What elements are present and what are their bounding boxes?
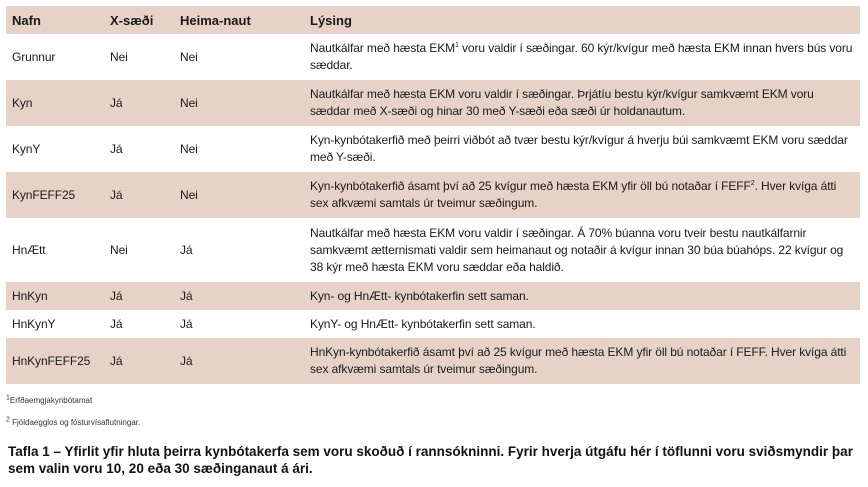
cell-description: KynY- og HnÆtt- kynbótakerfin sett saman. (304, 310, 860, 338)
table-row (6, 218, 860, 282)
cell-x-saedi: Já (104, 310, 174, 338)
cell-heima-naut: Nei (174, 34, 304, 80)
table-caption: Tafla 1 – Yfirlit yfir hluta þeirra kynbótakerfa sem voru skoðuð í rannsókninni. Fyrir hverja útgáfu hér í töflunni voru sviðsmyndir þar sem valin voru 10, 20 eða 30 sæðinganaut á ári. (8, 444, 853, 476)
cell-description: Nautkálfar með hæsta EKM voru valdir í sæðingar. Þrjátíu bestu kýr/kvígur samkvæmt EKM voru sæddar með X-sæði og hinar 30 með Y-sæði eða sæði úr holdanautum. (304, 80, 860, 126)
description-text: voru valdir í sæðingar. 60 kýr/kvígur með hæsta EKM innan hvers bús voru sæddar. (310, 41, 853, 72)
footnote-mark-1: 1 (6, 394, 10, 402)
cell-heima-naut: Já (174, 310, 304, 338)
cell-heima-naut: Nei (174, 80, 304, 126)
cell-name: HnKyn (6, 282, 104, 310)
footnote-text: Fjöldaegglos og fósturvísaflutningar. (9, 418, 141, 427)
cell-x-saedi: Já (104, 80, 174, 126)
cell-x-saedi: Já (104, 126, 174, 172)
footnote-ref-1: 1 (455, 42, 459, 49)
cell-description (304, 34, 860, 80)
cell-x-saedi: Já (104, 338, 174, 384)
cell-name: KynFEFF25 (6, 172, 104, 218)
cell-description: HnKyn-kynbótakerfið ásamt því að 25 kvígur með hæsta EKM yfir öll bú notaðar í FEFF. Hver kvíga átti sex afkvæmi samtals úr tveimur sæðingum. (304, 338, 860, 384)
cell-description: Kyn- og HnÆtt- kynbótakerfin sett saman. (304, 282, 860, 310)
cell-heima-naut: Nei (174, 172, 304, 218)
table-row (6, 282, 860, 310)
footnote-2 (6, 418, 140, 427)
cell-name: Kyn (6, 80, 104, 126)
cell-heima-naut: Já (174, 218, 304, 282)
header-lysing: Lýsing (304, 6, 860, 34)
cell-x-saedi: Já (104, 172, 174, 218)
description-text: Nautkálfar með hæsta EKM (310, 41, 455, 55)
header-x-saedi: X-sæði (104, 6, 174, 34)
cell-name: KynY (6, 126, 104, 172)
table-row (6, 80, 860, 126)
cell-x-saedi: Nei (104, 218, 174, 282)
breeding-schemes-table (6, 6, 860, 384)
footnote-1 (6, 396, 92, 405)
table-row (6, 34, 860, 80)
footnote-mark-2: 2 (6, 416, 10, 424)
cell-name: Grunnur (6, 34, 104, 80)
header-nafn: Nafn (6, 6, 104, 34)
cell-name: HnKynFEFF25 (6, 338, 104, 384)
cell-name: HnKynY (6, 310, 104, 338)
cell-name: HnÆtt (6, 218, 104, 282)
header-heima-naut: Heima-naut (174, 6, 304, 34)
cell-x-saedi: Nei (104, 34, 174, 80)
description-text: Kyn-kynbótakerfið ásamt því að 25 kvígur með hæsta EKM yfir öll bú notaðar í FEFF (310, 179, 751, 193)
table-row (6, 338, 860, 384)
table-row (6, 310, 860, 338)
cell-heima-naut: Já (174, 338, 304, 384)
table-row (6, 126, 860, 172)
footnote-text: Erfðaemgjakynbótamat (9, 396, 93, 405)
description-text: . Hver kvíga átti sex afkvæmi samtals úr tveimur sæðingum. (310, 179, 837, 210)
cell-x-saedi: Já (104, 282, 174, 310)
cell-description (304, 172, 860, 218)
cell-description: Nautkálfar með hæsta EKM voru valdir í sæðingar. Á 70% búanna voru tveir bestu nautkálfarnir samkvæmt ætternismati valdir sem heimanaut og notaðir á kvígur innan 30 búa búahóps. 22 kvígur og 38 kýr með hæsta EKM voru sæddar eða haldið. (304, 218, 860, 282)
cell-heima-naut: Nei (174, 126, 304, 172)
cell-description: Kyn-kynbótakerfið með þeirri viðbót að tvær bestu kýr/kvígur á hverju búi samkvæmt EKM voru sæddar með Y-sæði. (304, 126, 860, 172)
table-header-row (6, 6, 860, 34)
cell-heima-naut: Já (174, 282, 304, 310)
footnote-ref-2: 2 (750, 180, 755, 187)
table-row (6, 172, 860, 218)
